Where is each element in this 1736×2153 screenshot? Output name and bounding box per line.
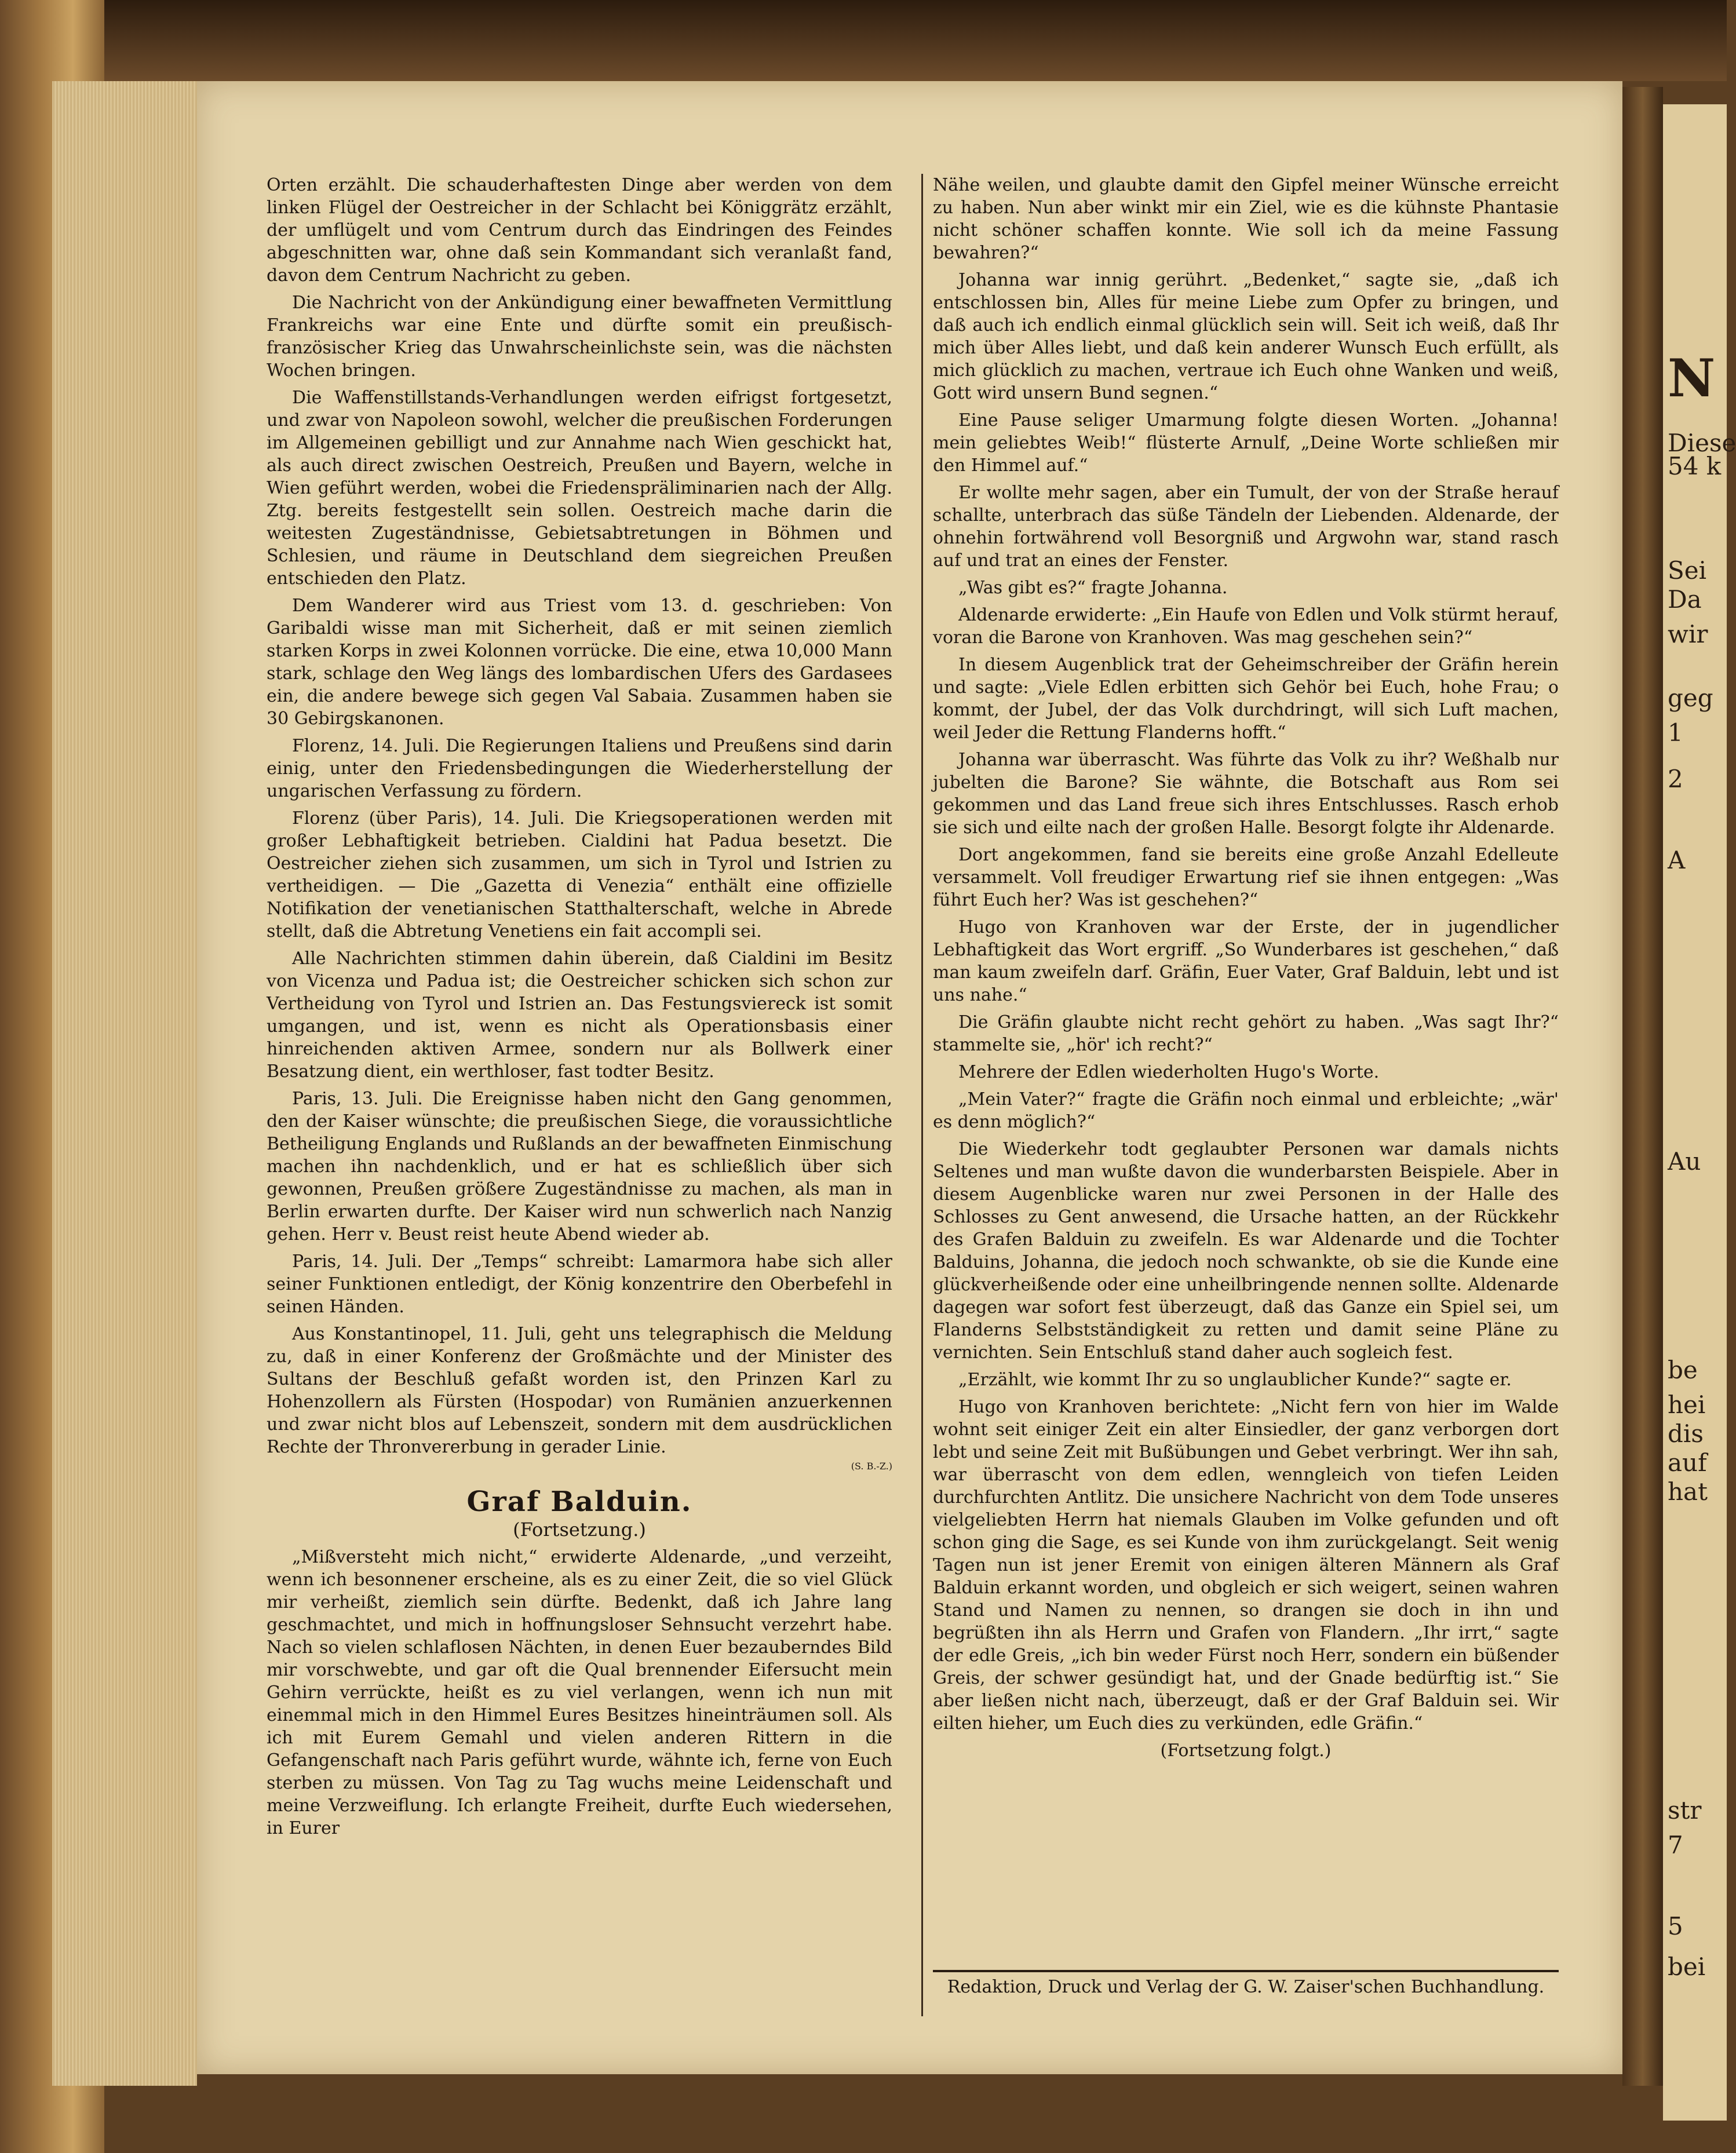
serial-paragraph: Die Gräfin glaubte nicht recht gehört zu haben. „Was sagt Ihr?“ stammelte sie, „hör' ich recht?“ [933, 1012, 1559, 1055]
page-edges [52, 81, 197, 2086]
next-page-fragment: 54 k [1668, 452, 1722, 480]
serial-paragraph: Eine Pause seliger Umarmung folgte diesen Worten. „Johanna! mein geliebtes Weib!“ flüsterte Arnulf, „Deine Worte schließen mir den Himmel auf.“ [933, 410, 1559, 476]
next-page-fragment: 5 [1668, 1912, 1683, 1940]
serial-paragraph: Hugo von Kranhoven berichtete: „Nicht fern von hier im Walde wohnt seit einiger Zeit ein alter Einsiedler, der ganz verborgen dort lebt und seine Zeit mit Bußübungen und Gebet verbringt. Wer ihn sah, war überrascht von dem edlen, wenngleich von tiefen Leiden durchfurchten Antlitz. Die unsichere Nachricht von dem Tode unseres vielgeliebten Herrn hat niemals Glauben im Volke gefunden und oft schon ging die Sage, es sei Kunde von ihm zurückgelangt. Seit wenig Tagen nun ist jener Eremit von einigen älteren Männern als Graf Balduin erkannt worden, und obgleich er sich weigert, seinen wahren Stand und Namen zu nennen, so drangen sie doch in ihn und begrüßten ihn als Herrn und Grafen von Flandern. „Ihr irrt,“ sagte der edle Greis, „ich bin weder Fürst noch Herr, sondern ein büßender Greis, der schwer gesündigt hat, und der Gnade bedürftig ist.“ Sie aber ließen nicht nach, überzeugt, daß er der Graf Balduin sei. Wir eilten hieher, um Euch dies zu verkünden, edle Gräfin.“ [933, 1397, 1559, 1734]
top-shadow [0, 0, 1727, 81]
serial-paragraph: Johanna war überrascht. Was führte das Volk zu ihr? Weßhalb nur jubelten die Barone? Sie wähnte, die Botschaft aus Rom sei gekommen und das Land freue sich ihres Entschlusses. Rasch erhob sie sich und eilte nach der großen Halle. Besorgt folgte ihr Aldenarde. [933, 750, 1559, 838]
serial-paragraph: Die Wiederkehr todt geglaubter Personen war damals nichts Seltenes und man wußte davon die wunderbarsten Beispiele. Aber in diesem Augenblicke waren nur zwei Personen in der Halle des Schlosses zu Gent anwesend, die Ursache hatten, an der Rückkehr des Grafen Balduin zu zweifeln. Es war Aldenarde und die Tochter Balduins, Johanna, die jedoch noch schwankte, ob sie die Kunde eine glückverheißende oder eine unheilbringende nennen sollte. Aldenarde dagegen war sofort fest überzeugt, daß das Ganze ein Spiel sei, um Flanderns Selbstständigkeit zu retten und damit seine Pläne zu vernichten. Sein Entschluß stand daher auch sogleich fest. [933, 1139, 1559, 1363]
next-page-fragment: auf [1668, 1448, 1707, 1477]
imprint-rule [933, 1970, 1559, 1972]
book-gutter [1622, 87, 1663, 2086]
right-column [933, 174, 1559, 1762]
news-paragraph: Paris, 13. Juli. Die Ereignisse haben nicht den Gang genommen, den der Kaiser wünschte; die preußischen Siege, die voraussichtliche Betheiligung Englands und Rußlands an der bewaffneten Einmischung machen ihn nachdenklich, und er hat es schließlich über sich gewonnen, Preußen größere Zugeständnisse zu machen, als man in Berlin erwarten durfte. Der Kaiser wird nun schwerlich nach Nanzig gehen. Herr v. Beust reist heute Abend wieder ab. [267, 1089, 892, 1245]
next-page-fragment: 1 [1668, 718, 1683, 747]
serial-paragraph: Hugo von Kranhoven war der Erste, der in jugendlicher Lebhaftigkeit das Wort ergriff. „So Wunderbares ist geschehen,“ daß man kaum zweifeln darf. Gräfin, Euer Vater, Graf Balduin, lebt und ist uns nahe.“ [933, 917, 1559, 1005]
serial-paragraph: Johanna war innig gerührt. „Bedenket,“ sagte sie, „daß ich entschlossen bin, Alles für meine Liebe zum Opfer zu bringen, und daß auch ich endlich einmal glücklich sein will. Seit ich weiß, daß Ihr mich über Alles liebt, und daß kein anderer Wunsch Euch erfüllt, als mich glücklich zu machen, vertraue ich Euch ohne Wanken und weiß, Gott wird unsern Bund segnen.“ [933, 270, 1559, 403]
news-paragraph: Florenz, 14. Juli. Die Regierungen Italiens und Preußens sind darin einig, unter den Friedensbedingungen die Wiederherstellung der ungarischen Verfassung zu fördern. [267, 736, 892, 801]
left-column [267, 174, 892, 1844]
news-paragraph: Paris, 14. Juli. Der „Temps“ schreibt: Lamarmora habe sich aller seiner Funktionen entledigt, der König konzentrire den Oberbefehl in seinen Händen. [267, 1251, 892, 1317]
next-page-fragment: N [1668, 348, 1716, 409]
imprint-line: Redaktion, Druck und Verlag der G. W. Zaiser'schen Buchhandlung. [947, 1977, 1545, 1997]
next-page-fragment: str [1668, 1796, 1702, 1824]
news-paragraph: Florenz (über Paris), 14. Juli. Die Kriegsoperationen werden mit großer Lebhaftigkeit betrieben. Cialdini hat Padua besetzt. Die Oestreicher ziehen sich zusammen, um sich in Tyrol und Istrien zu vertheidigen. — Die „Gazetta di Venezia“ enthält eine offizielle Notifikation der venetianischen Statthalterschaft, welche in Abrede stellt, daß die Abtretung Venetiens ein fait accompli sei. [267, 808, 892, 942]
next-page-fragment: Sei [1668, 556, 1707, 585]
next-page-fragment: A [1668, 846, 1686, 874]
serial-paragraph: „Erzählt, wie kommt Ihr zu so unglaublicher Kunde?“ sagte er. [958, 1370, 1512, 1390]
next-page-fragment: Diese [1668, 429, 1736, 457]
serial-paragraph: Mehrere der Edlen wiederholten Hugo's Worte. [958, 1062, 1380, 1082]
serial-paragraph: Aldenarde erwiderte: „Ein Haufe von Edlen und Volk stürmt herauf, voran die Barone von Kranhoven. Was mag geschehen sein?“ [933, 605, 1559, 648]
serial-paragraph: „Mißversteht mich nicht,“ erwiderte Aldenarde, „und verzeiht, wenn ich besonnener erscheine, als es zu einer Zeit, die so viel Glück mir verheißt, ziemlich sein dürfte. Bedenkt, daß ich Jahre lang geschmachtet, und mich in hoffnungsloser Sehnsucht verzehrt habe. Nach so vielen schlaflosen Nächten, in denen Euer bezauberndes Bild mir vorschwebte, und gar oft die Qual brennender Eifersucht mein Gehirn verrückte, heißt es zu viel verlangen, wenn ich nun mit einemmal mich in den Himmel Eures Besitzes hineinträumen soll. Als ich mit Eurem Gemahl und vielen anderen Rittern in die Gefangenschaft nach Paris geführt wurde, wähnte ich, ferne von Euch sterben zu müssen. Von Tag zu Tag wuchs meine Leidenschaft und meine Verzweiflung. Ich erlangte Freiheit, durfte Euch wiedersehen, in Eurer [267, 1547, 892, 1838]
news-paragraph: Die Waffenstillstands-Verhandlungen werden eifrigst fortgesetzt, und zwar von Napoleon sowohl, welcher die preußischen Forderungen im Allgemeinen gebilligt und zur Annahme nach Wien geschickt hat, als auch direct zwischen Oestreich, Preußen und Bayern, welche in Wien geführt werden, wobei die Friedenspräliminarien nach der Allg. Ztg. bereits festgestellt sein sollen. Oestreich mache darin die weitesten Zugeständnisse, Gebietsabtretungen in Böhmen und Schlesien, und räume in Deutschland dem siegreichen Preußen entschieden den Platz. [267, 388, 892, 589]
next-page-fragment: Da [1668, 585, 1702, 614]
news-paragraph: Orten erzählt. Die schauderhaftesten Dinge aber werden von dem linken Flügel der Oestreicher in der Schlacht bei Königgrätz erzählt, der umflügelt und vom Centrum durch das Eindringen des Feindes abgeschnitten war, ohne daß sein Kommandant sich veranlaßt fand, davon dem Centrum Nachricht zu geben. [267, 175, 892, 286]
serial-paragraph: „Mein Vater?“ fragte die Gräfin noch einmal und erbleichte; „wär' es denn möglich?“ [933, 1089, 1559, 1132]
news-paragraph: Aus Konstantinopel, 11. Juli, geht uns telegraphisch die Meldung zu, daß in einer Konferenz der Großmächte und der Minister des Sultans der Beschluß gefaßt worden ist, den Prinzen Karl zu Hohenzollern als Fürsten (Hospodar) von Rumänien anzuerkennen und zwar nicht blos auf Lebenszeit, sondern mit dem ausdrücklichen Rechte der Thronvererbung in gerader Linie. [267, 1324, 892, 1457]
next-page-fragment: Au [1668, 1147, 1701, 1176]
next-page-fragment: geg [1668, 684, 1713, 712]
serial-paragraph: Er wollte mehr sagen, aber ein Tumult, der von der Straße herauf schallte, unterbrach das süße Tändeln der Liebenden. Aldenarde, der ohnehin fortwährend voll Besorgniß und Argwohn war, stand rasch auf und trat an eines der Fenster. [933, 483, 1559, 571]
news-paragraph: Dem Wanderer wird aus Triest vom 13. d. geschrieben: Von Garibaldi wisse man mit Sicherheit, daß er mit seinen ziemlich starken Korps in zwei Kolonnen vorrücke. Die eine, etwa 10,000 Mann stark, schlage den Weg längs des lombardischen Ufers des Gardasees ein, die andere bewege sich gegen Val Sabaia. Zusammen haben sie 30 Gebirgskanonen. [267, 596, 892, 729]
adjacent-page [1663, 104, 1736, 2121]
next-page-fragment: wir [1668, 620, 1708, 648]
next-page-fragment: be [1668, 1356, 1698, 1384]
source-credit: (S. B.-Z.) [851, 1461, 892, 1472]
column-divider [921, 174, 923, 2016]
next-page-fragment: hei [1668, 1391, 1706, 1419]
continued-note: (Fortsetzung folgt.) [1160, 1740, 1332, 1761]
next-page-fragment: 2 [1668, 765, 1683, 793]
serial-paragraph: Dort angekommen, fand sie bereits eine große Anzahl Edelleute versammelt. Voll freudiger Erwartung rief sie ihnen entgegen: „Was führt Euch her? Was ist geschehen?“ [933, 845, 1559, 910]
serial-paragraph: „Was gibt es?“ fragte Johanna. [958, 578, 1228, 598]
next-page-fragment: bei [1668, 1953, 1706, 1981]
serial-title: Graf Balduin. [466, 1486, 692, 1518]
serial-paragraph: In diesem Augenblick trat der Geheimschreiber der Gräfin herein und sagte: „Viele Edlen erbitten sich Gehör bei Euch, hohe Frau; o kommt, der Jubel, der das Volk durchdringt, will sich Luft machen, weil Jeder die Rettung Flanderns hofft.“ [933, 655, 1559, 743]
serial-paragraph: Nähe weilen, und glaubte damit den Gipfel meiner Wünsche erreicht zu haben. Nun aber winkt mir ein Ziel, wie es die kühnste Phantasie nicht schöner schaffen konnte. Wie soll ich da meine Fassung bewahren?“ [933, 175, 1559, 263]
next-page-fragment: hat [1668, 1477, 1708, 1506]
news-paragraph: Die Nachricht von der Ankündigung einer bewaffneten Vermittlung Frankreichs war eine Ente und dürfte somit ein preußisch-französischer Krieg das Unwahrscheinlichste sein, was die nächsten Wochen bringen. [267, 293, 892, 381]
news-paragraph: Alle Nachrichten stimmen dahin überein, daß Cialdini im Besitz von Vicenza und Padua ist; die Oestreicher schicken sich schon zur Vertheidung von Tyrol und Istrien an. Das Festungsviereck ist somit umgangen, und ist, wenn es nicht als Operationsbasis einer hinreichenden aktiven Armee, sondern nur als Bollwerk einer Besatzung dient, ein werthloser, fast todter Besitz. [267, 948, 892, 1082]
serial-subtitle: (Fortsetzung.) [513, 1519, 646, 1541]
next-page-fragment: dis [1668, 1419, 1704, 1448]
next-page-fragment: 7 [1668, 1831, 1683, 1859]
